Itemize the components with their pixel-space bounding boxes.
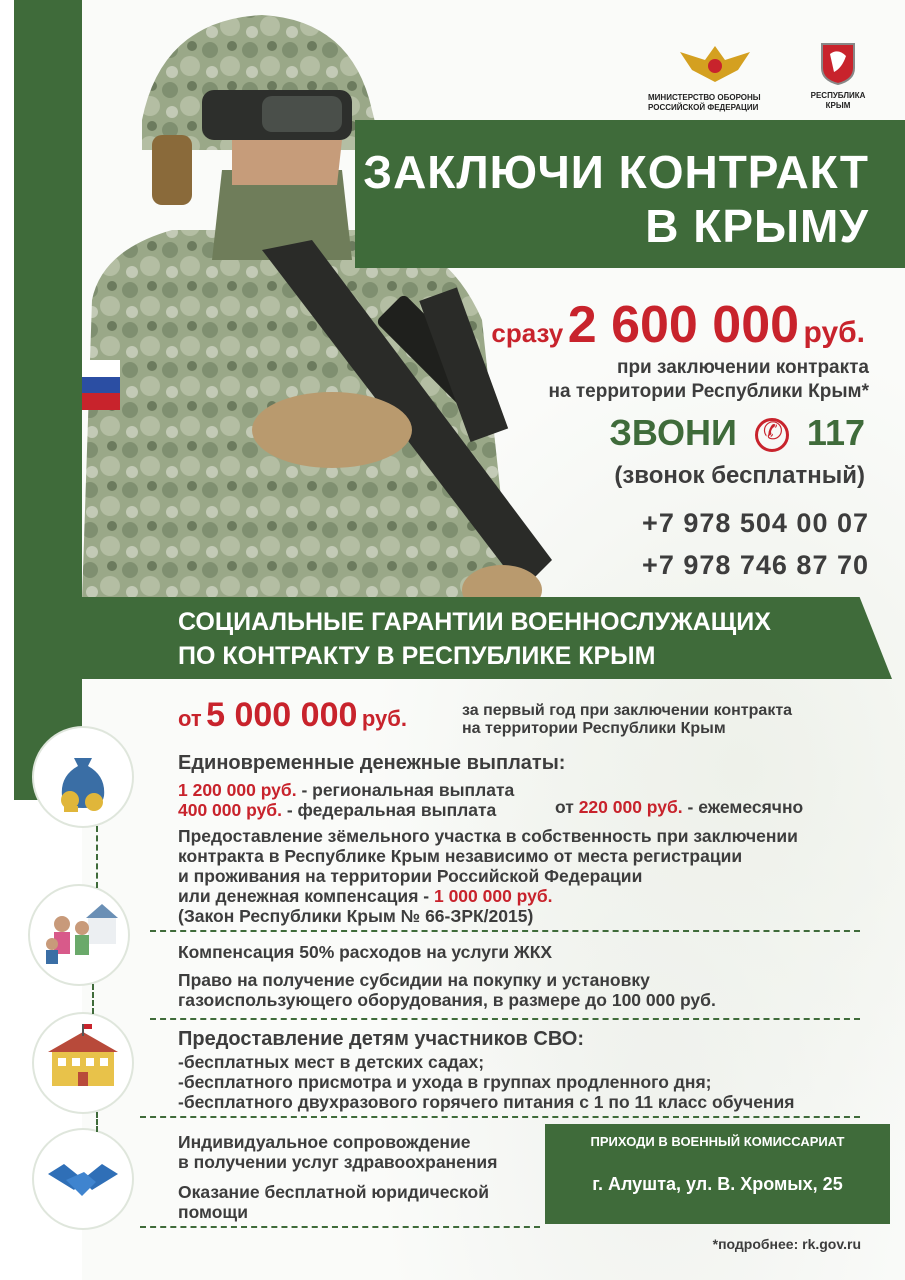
footer-note[interactable]: *подробнее: rk.gov.ru [712,1236,861,1252]
land-compensation [178,886,798,906]
divider-4 [140,1226,540,1228]
monthly-label: - ежемесячно [682,797,804,817]
total-currency: руб. [361,706,407,731]
call-label: ЗВОНИ [609,412,737,453]
total-amount [178,696,407,735]
federal-payment [178,800,496,820]
total-prefix: от [178,706,202,731]
total-note-line1: за первый год при заключении контракта [462,702,793,719]
gas-line2: газоиспользующего оборудования, в размере до 100 000 руб. [178,990,716,1010]
monthly-payment [555,797,803,817]
crimea-logo [798,40,878,110]
total-note-line2: на территории Республики Крым [462,720,726,737]
federal-amount: 400 000 руб. [178,800,282,820]
legal-text [178,1182,489,1222]
children-title: Предоставление детям участников СВО: [178,1028,584,1050]
republic-name-line1: РЕСПУБЛИКА [810,91,866,100]
commissariat-address: г. Алушта, ул. В. Хромых, 25 [592,1174,843,1194]
eagle-emblem-icon [640,40,790,88]
soldier-image [82,0,552,600]
handshake-icon [34,1130,132,1228]
children-item-1: -бесплатных мест в детских садах; [178,1052,485,1072]
payments-title: Единовременные денежные выплаты: [178,752,566,774]
health-line2: в получении услуг здравоохранения [178,1152,498,1172]
gas-line1: Право на получение субсидии на покупку и установку [178,970,650,990]
offer-note-line1: при заключении контракта [616,357,869,378]
land-line1: Предоставление зёмельного участка в собственность при заключении [178,826,798,846]
legal-line1: Оказание бесплатной юридической [178,1182,489,1202]
law-reference: (Закон Республики Крым № 66-ЗРК/2015) [178,906,534,926]
left-green-bar [14,0,82,800]
money-bag-circle [34,728,132,826]
land-comp-amount: 1 000 000 руб. [433,886,553,906]
total-note [462,702,792,738]
social-title [178,605,771,673]
offer-note-line2: на территории Республики Крым* [548,381,869,402]
main-title [363,145,869,253]
land-line3: и проживания на территории Российской Федерации [178,866,643,886]
gas-text [178,970,716,1010]
divider-1 [150,930,860,932]
ministry-logo [640,40,790,110]
republic-name-line2: КРЫМ [825,101,851,110]
family-icon [30,886,128,984]
monthly-amount: 220 000 руб. [578,797,683,817]
social-title-line2: ПО КОНТРАКТУ В РЕСПУБЛИКЕ КРЫМ [178,642,656,670]
children-item-3: -бесплатного двухразового горячего питания с 1 по 11 класс обучения [178,1092,795,1112]
regional-label: - региональная выплата [296,780,515,800]
divider-2 [150,1018,860,1020]
crimea-coat-of-arms-icon [818,40,858,86]
phone-number-2[interactable]: +7 978 746 87 70 [642,550,869,580]
housing-text: Компенсация 50% расходов на услуги ЖКХ [178,942,553,962]
phone-icon [755,418,789,452]
family-circle [30,886,128,984]
connector-1 [96,826,98,888]
health-line1: Индивидуальное сопровождение [178,1132,471,1152]
children-list [178,1052,794,1112]
health-text [178,1132,497,1172]
connector-2 [92,984,94,1014]
offer-prefix: сразу [491,318,564,348]
offer-currency: руб. [803,316,865,349]
offer-amount-value: 2 600 000 [567,296,800,354]
connector-3 [96,1112,98,1132]
total-amount-value: 5 000 000 [206,696,358,734]
main-title-line1: ЗАКЛЮЧИ КОНТРАКТ [363,146,869,198]
main-title-line2: В КРЫМУ [645,200,869,252]
call-note: (звонок бесплатный) [614,462,865,489]
commissariat-box [545,1124,890,1224]
land-comp-label: или денежная компенсация - [178,886,434,906]
ministry-name-line2: РОССИЙСКОЙ ФЕДЕРАЦИИ [648,103,759,112]
ministry-name-line1: МИНИСТЕРСТВО ОБОРОНЫ [648,93,761,102]
legal-line2: помощи [178,1202,248,1222]
land-line2: контракта в Республике Крым независимо от места регистрации [178,846,743,866]
commissariat-title: ПРИХОДИ В ВОЕННЫЙ КОМИССАРИАТ [590,1134,845,1149]
money-bag-icon [34,728,132,826]
call-line [609,412,865,454]
call-number[interactable]: 117 [806,412,865,453]
regional-payment [178,780,514,800]
school-icon [34,1014,132,1112]
phone-number-1[interactable]: +7 978 504 00 07 [642,508,869,538]
regional-amount: 1 200 000 руб. [178,780,297,800]
children-item-2: -бесплатного присмотра и ухода в группах продленного дня; [178,1072,712,1092]
school-circle [34,1014,132,1112]
land-text [178,826,798,926]
social-title-line1: СОЦИАЛЬНЫЕ ГАРАНТИИ ВОЕННОСЛУЖАЩИХ [178,608,771,636]
monthly-prefix: от [555,797,579,817]
federal-label: - федеральная выплата [281,800,497,820]
handshake-circle [34,1130,132,1228]
divider-3 [140,1116,860,1118]
offer-amount [491,295,865,355]
offer-note [549,356,869,404]
